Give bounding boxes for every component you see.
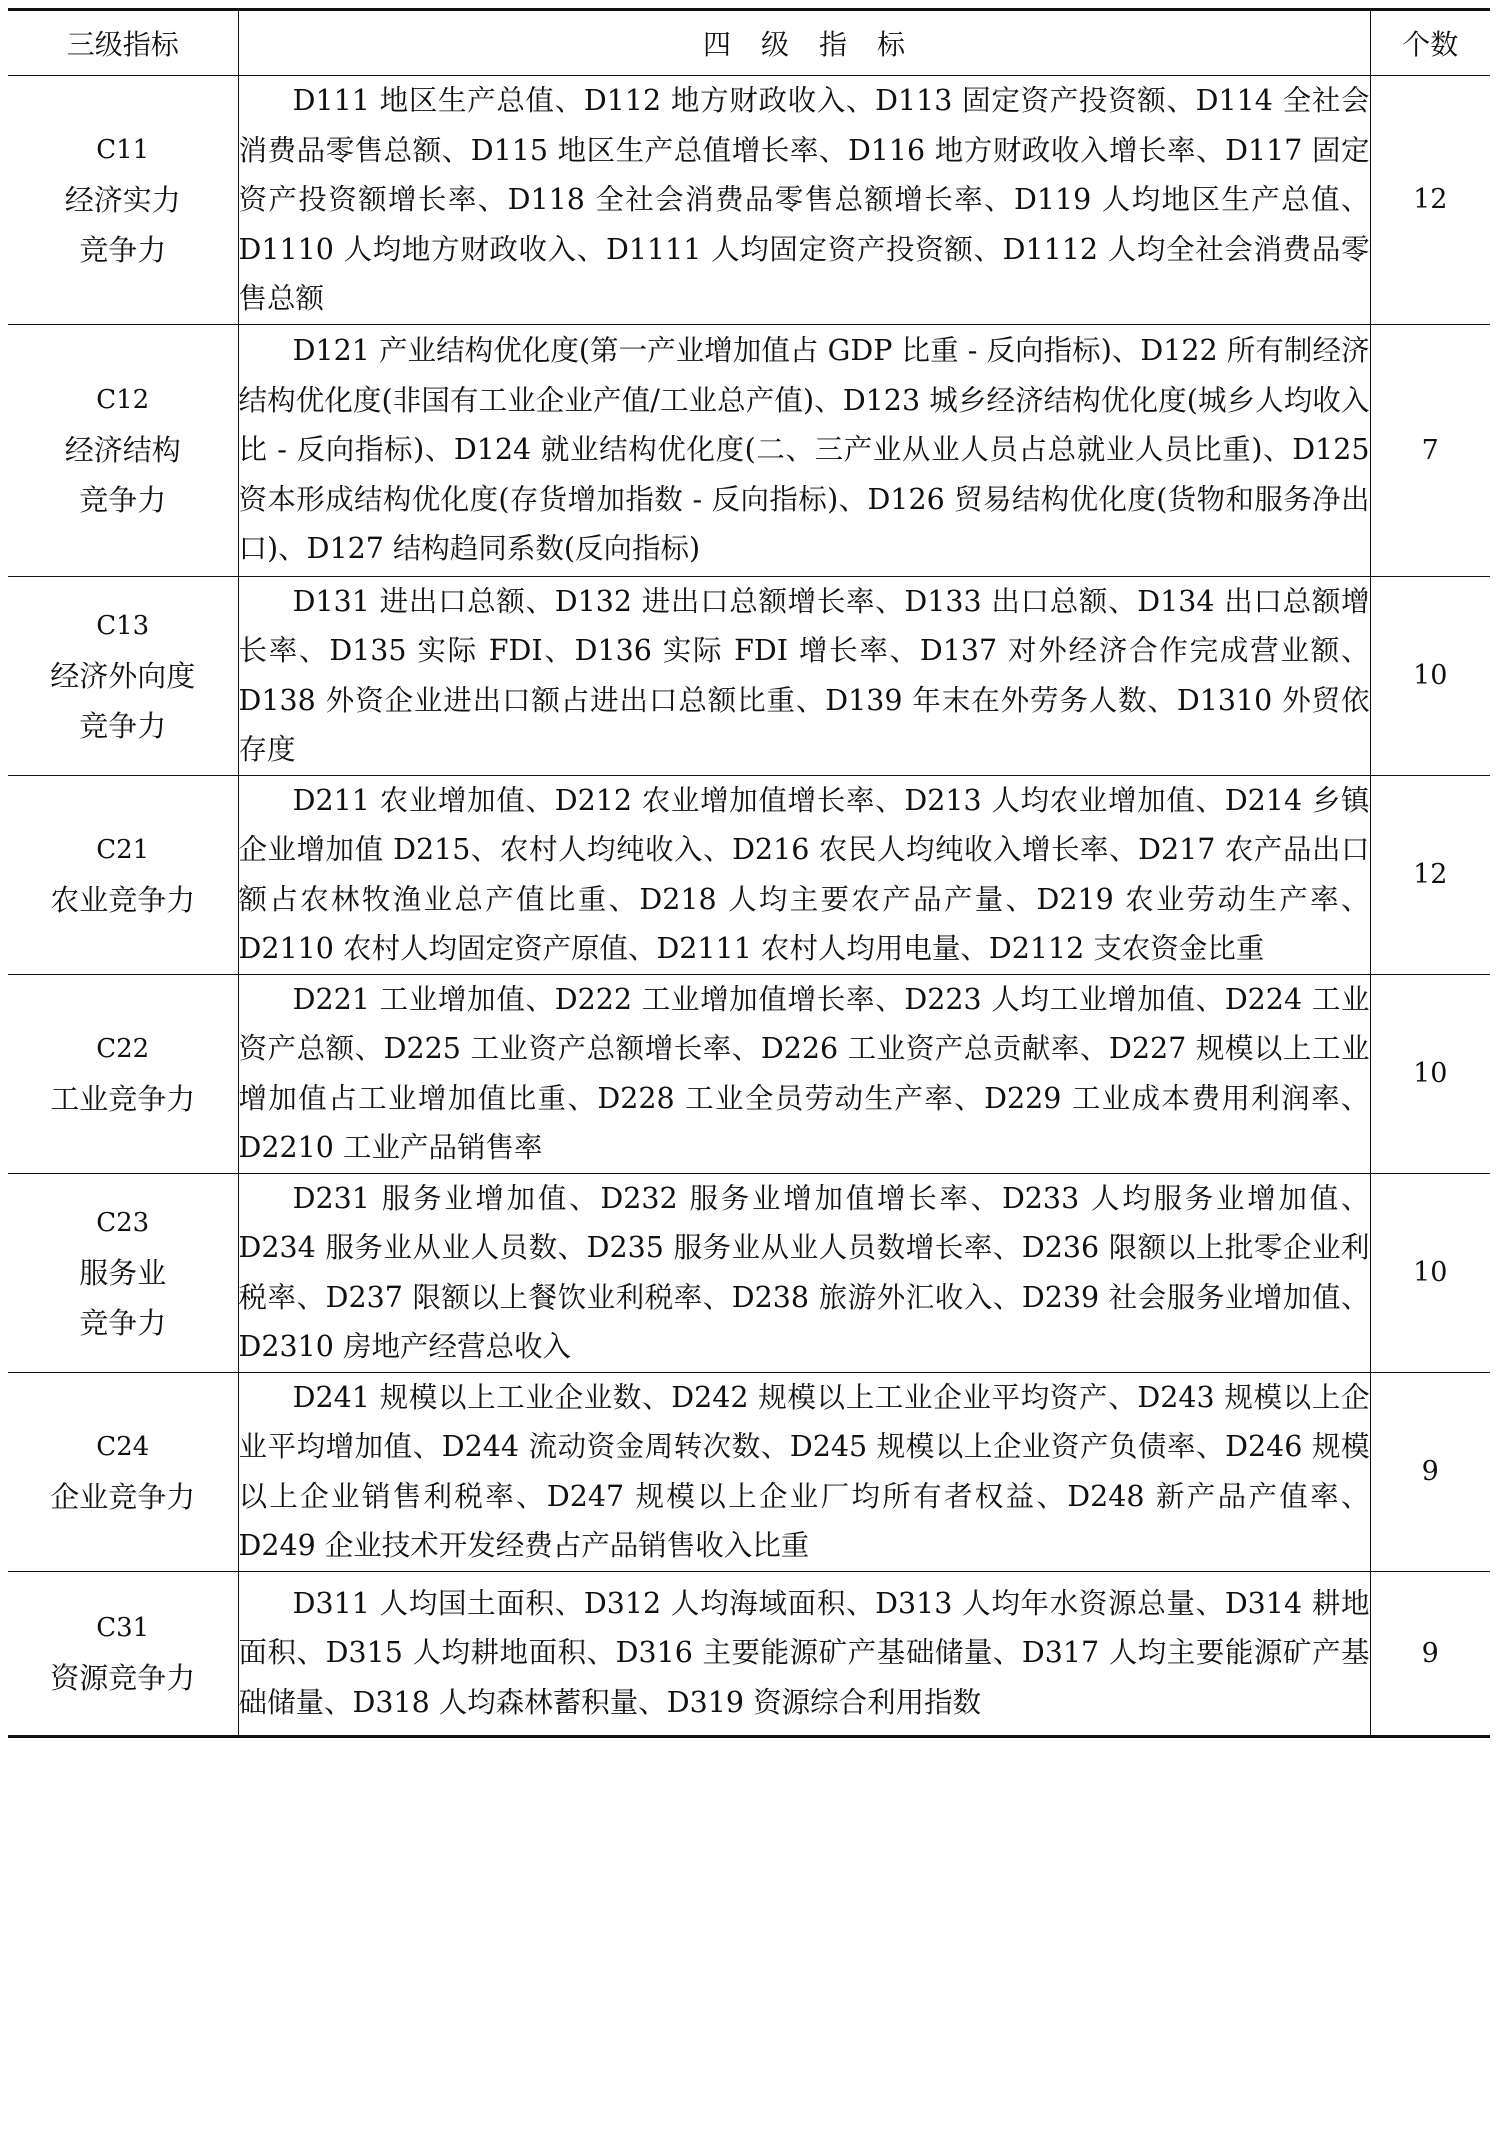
- table-body: [8, 76, 1490, 1737]
- table-row: [8, 1173, 1490, 1372]
- level3-name-line: 经济结构: [64, 433, 181, 467]
- level3-code: C23: [96, 1207, 150, 1238]
- level3-name-line: 工业竞争力: [50, 1081, 196, 1116]
- indicator-count: 7: [1370, 324, 1490, 576]
- level4-indicators: D131 进出口总额、D132 进出口总额增长率、D133 出口总额、D134 出口总额增长率、D135 实际 FDI、D136 实际 FDI 增长率、D137 对外经济合作完成营业额、D138 外资企业进出口额占进出口总额比重、D139 年末在外劳务人数、D1310 外贸依存度: [238, 576, 1370, 775]
- level4-indicators: D221 工业增加值、D222 工业增加值增长率、D223 人均工业增加值、D224 工业资产总额、D225 工业资产总额增长率、D226 工业资产总贡献率、D227 规模以上工业增加值占工业增加值比重、D228 工业全员劳动生产率、D229 工业成本费用利润率、D2210 工业产品销售率: [238, 974, 1370, 1173]
- level4-indicators: D231 服务业增加值、D232 服务业增加值增长率、D233 人均服务业增加值、D234 服务业从业人员数、D235 服务业从业人员数增长率、D236 限额以上批零企业利税率、D237 限额以上餐饮业利税率、D238 旅游外汇收入、D239 社会服务业增加值、D2310 房地产经营总收入: [238, 1173, 1370, 1372]
- table-row: [8, 775, 1490, 974]
- table-header: [8, 10, 1490, 76]
- table-row: [8, 974, 1490, 1173]
- level3-cell: [8, 576, 238, 775]
- table-row: [8, 324, 1490, 576]
- level3-name-line: 竞争力: [79, 232, 167, 267]
- level3-name-line: 竞争力: [79, 708, 167, 743]
- header-level3: 三级指标: [8, 10, 238, 76]
- level3-code: C31: [96, 1613, 150, 1643]
- level3-cell: [8, 76, 238, 325]
- level4-indicators: D241 规模以上工业企业数、D242 规模以上工业企业平均资产、D243 规模以上企业平均增加值、D244 流动资金周转次数、D245 规模以上企业资产负债率、D246 规模以上企业销售利税率、D247 规模以上企业厂均所有者权益、D248 新产品产值率、D249 企业技术开发经费占产品销售收入比重: [238, 1372, 1370, 1571]
- table-row: [8, 76, 1490, 325]
- level3-name: [8, 1472, 238, 1522]
- level3-code: C24: [96, 1431, 150, 1462]
- indicator-count: 12: [1370, 76, 1490, 325]
- header-level4: 四级指标: [238, 10, 1370, 76]
- level3-code: C11: [96, 134, 150, 165]
- indicator-count: 9: [1370, 1571, 1490, 1736]
- level4-indicators: D121 产业结构优化度(第一产业增加值占 GDP 比重 - 反向指标)、D122 所有制经济结构优化度(非国有工业企业产值/工业总产值)、D123 城乡经济结构优化度(城乡人均收入比 - 反向指标)、D124 就业结构优化度(二、三产业从业人员占总就业人员比重)、D125 资本形成结构优化度(存货增加指数 - 反向指标)、D126 贸易结构优化度(货物和服务净出口)、D127 结构趋同系数(反向指标): [238, 324, 1370, 576]
- level3-name-line: 服务业: [79, 1255, 167, 1290]
- level4-indicators: D211 农业增加值、D212 农业增加值增长率、D213 人均农业增加值、D214 乡镇企业增加值 D215、农村人均纯收入、D216 农民人均纯收入增长率、D217 农产品出口额占农林牧渔业总产值比重、D218 人均主要农产品产量、D219 农业劳动生产率、D2110 农村人均固定资产原值、D2111 农村人均用电量、D2112 支农资金比重: [238, 775, 1370, 974]
- header-row: [8, 10, 1490, 76]
- header-count: 个数: [1370, 10, 1490, 76]
- indicator-count: 10: [1370, 576, 1490, 775]
- level3-code: C13: [96, 610, 150, 641]
- level3-name-line: 企业竞争力: [50, 1479, 196, 1514]
- level3-code: C22: [96, 1033, 150, 1064]
- level3-name: [8, 651, 238, 751]
- level4-indicators: D111 地区生产总值、D112 地方财政收入、D113 固定资产投资额、D114 全社会消费品零售总额、D115 地区生产总值增长率、D116 地方财政收入增长率、D117 固定资产投资额增长率、D118 全社会消费品零售总额增长率、D119 人均地区生产总值、D1110 人均地方财政收入、D1111 人均固定资产投资额、D1112 人均全社会消费品零售总额: [238, 76, 1370, 325]
- level3-cell: [8, 974, 238, 1173]
- level3-name: [8, 425, 238, 525]
- level3-name: [8, 175, 238, 275]
- level3-code: C21: [96, 834, 150, 865]
- level3-code: C12: [96, 385, 150, 415]
- level4-indicators: D311 人均国土面积、D312 人均海域面积、D313 人均年水资源总量、D314 耕地面积、D315 人均耕地面积、D316 主要能源矿产基础储量、D317 人均主要能源矿产基础储量、D318 人均森林蓄积量、D319 资源综合利用指数: [238, 1571, 1370, 1736]
- level3-name: [8, 1248, 238, 1348]
- indicator-count: 12: [1370, 775, 1490, 974]
- level3-name: [8, 1653, 238, 1703]
- level3-name-line: 竞争力: [79, 1305, 167, 1340]
- table-row: [8, 1571, 1490, 1736]
- level3-cell: [8, 1372, 238, 1571]
- level3-name-line: 资源竞争力: [50, 1661, 196, 1695]
- level3-name-line: 经济外向度: [50, 658, 196, 693]
- indicator-count: 10: [1370, 1173, 1490, 1372]
- level3-cell: [8, 1173, 238, 1372]
- indicator-table: [8, 8, 1490, 1738]
- level3-cell: [8, 324, 238, 576]
- level3-name: [8, 1074, 238, 1124]
- indicator-count: 9: [1370, 1372, 1490, 1571]
- indicator-count: 10: [1370, 974, 1490, 1173]
- level3-name: [8, 875, 238, 925]
- level3-name-line: 农业竞争力: [50, 882, 196, 917]
- table-row: [8, 576, 1490, 775]
- level3-name-line: 经济实力: [64, 182, 181, 217]
- level3-cell: [8, 775, 238, 974]
- table-row: [8, 1372, 1490, 1571]
- level3-cell: [8, 1571, 238, 1736]
- level3-name-line: 竞争力: [79, 483, 167, 517]
